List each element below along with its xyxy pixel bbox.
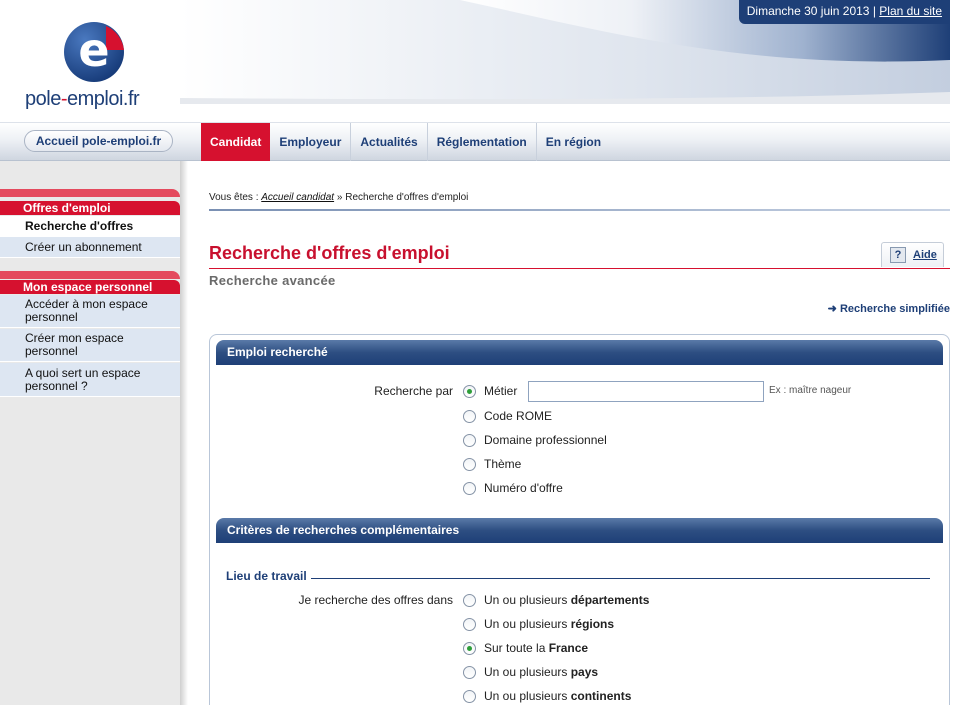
site-header	[0, 0, 977, 122]
radio-button[interactable]	[463, 385, 476, 398]
nav-tabs	[201, 123, 610, 161]
main-nav	[0, 122, 950, 161]
sidebar-item-quoi-sert-espace[interactable]: A quoi sert un espace personnel ?	[0, 363, 180, 397]
page-title: Recherche d'offres d'emploi	[209, 243, 450, 263]
radio-button[interactable]	[463, 434, 476, 447]
tab-actualites[interactable]: Actualités	[351, 123, 427, 161]
radio-button[interactable]	[463, 482, 476, 495]
radio-button[interactable]	[463, 618, 476, 631]
tab-employeur[interactable]: Employeur	[270, 123, 351, 161]
current-date: Dimanche 30 juin 2013 |	[746, 4, 876, 18]
radio-theme[interactable]: Thème	[463, 457, 521, 471]
tab-en-region[interactable]: En région	[545, 135, 602, 149]
title-divider	[209, 268, 950, 269]
radio-departements[interactable]: Un ou plusieurs départements	[463, 593, 649, 607]
radio-france[interactable]: Sur toute la France	[463, 641, 588, 655]
criteres-header: Critères de recherches complémentaires	[216, 518, 943, 543]
radio-button[interactable]	[463, 690, 476, 703]
recherche-simplifiee-link[interactable]: ➜ Recherche simplifiée	[827, 303, 950, 315]
sidebar-item-creer-abonnement[interactable]: Créer un abonnement	[0, 237, 180, 258]
logo-e-icon	[22, 20, 172, 90]
breadcrumb: Vous êtes : Accueil candidat » Recherche d'offres d'emploi	[209, 192, 469, 203]
lieu-divider	[311, 578, 930, 579]
svg-text:e: e	[78, 23, 110, 77]
sidebar-offres-title: Offres d'emploi	[0, 201, 180, 215]
radio-domaine-professionnel[interactable]: Domaine professionnel	[463, 433, 607, 447]
radio-metier[interactable]: Métier	[463, 384, 517, 398]
radio-button[interactable]	[463, 642, 476, 655]
aide-label: Aide	[913, 249, 937, 261]
help-icon: ?	[890, 247, 906, 263]
je-recherche-label: Je recherche des offres dans	[298, 593, 453, 607]
logo-wordmark: pole-emploi.fr	[25, 88, 140, 110]
topbar	[739, 0, 950, 24]
sidebar-item-creer-espace[interactable]: Créer mon espace personnel	[0, 329, 180, 362]
radio-code-rome[interactable]: Code ROME	[463, 409, 552, 423]
radio-pays[interactable]: Un ou plusieurs pays	[463, 665, 598, 679]
sidebar-espace-cap	[0, 271, 180, 279]
radio-button[interactable]	[463, 458, 476, 471]
metier-input[interactable]	[528, 381, 764, 402]
breadcrumb-accueil-candidat-link[interactable]: Accueil candidat	[261, 192, 335, 203]
sidebar-espace-title: Mon espace personnel	[0, 280, 180, 294]
radio-regions[interactable]: Un ou plusieurs régions	[463, 617, 614, 631]
tab-candidat[interactable]: Candidat	[201, 123, 270, 161]
lieu-de-travail-title: Lieu de travail	[226, 569, 307, 583]
accueil-pole-emploi-button[interactable]: Accueil pole-emploi.fr	[24, 130, 173, 152]
radio-continents[interactable]: Un ou plusieurs continents	[463, 689, 631, 703]
sidebar-item-acceder-espace[interactable]: Accéder à mon espace personnel	[0, 295, 180, 328]
sidebar-shadow	[180, 161, 188, 705]
sidebar-offres-cap	[0, 189, 180, 197]
tab-reglementation[interactable]: Réglementation	[428, 123, 537, 161]
metier-hint: Ex : maître nageur	[769, 385, 852, 396]
aide-button[interactable]	[881, 242, 944, 267]
plan-du-site-link[interactable]: Plan du site	[879, 4, 942, 18]
radio-button[interactable]	[463, 594, 476, 607]
recherche-par-label: Recherche par	[374, 384, 453, 398]
emploi-recherche-header: Emploi recherché	[216, 340, 943, 365]
sidebar-item-recherche-offres[interactable]: Recherche d'offres	[0, 216, 180, 237]
radio-numero-offre[interactable]: Numéro d'offre	[463, 481, 563, 495]
radio-button[interactable]	[463, 666, 476, 679]
radio-button[interactable]	[463, 410, 476, 423]
page-subtitle: Recherche avancée	[209, 273, 336, 288]
breadcrumb-divider	[209, 209, 950, 211]
